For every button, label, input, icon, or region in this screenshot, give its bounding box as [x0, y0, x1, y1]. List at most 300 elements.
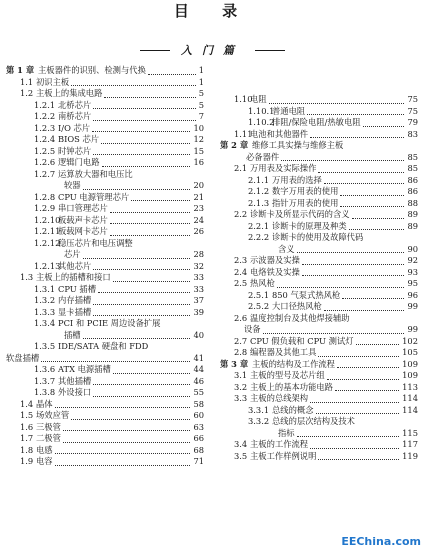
- toc-entry: [220, 313, 418, 325]
- toc-entry-page: 39: [193, 306, 204, 317]
- toc-entry: [6, 203, 204, 215]
- toc-leader-dots: [277, 287, 404, 288]
- toc-entry-title: 主板器件的识别、检测与代换: [38, 65, 146, 75]
- toc-entry-page: 114: [402, 393, 418, 403]
- toc-entry-page: 86: [407, 186, 418, 196]
- toc-entry: [6, 123, 204, 135]
- toc-entry: [6, 169, 204, 181]
- toc-entry-title: 主板的总线架构: [250, 393, 309, 403]
- toc-entry-page: 24: [193, 214, 204, 225]
- toc-entry-page: 16: [193, 157, 204, 167]
- toc-entry-title: 总线的概念: [272, 404, 314, 415]
- toc-entry-title: 主板上的集成电路: [36, 88, 103, 98]
- toc-entry-page: 66: [193, 433, 204, 443]
- toc-leader-dots: [269, 103, 404, 104]
- toc-entry-page: 115: [402, 427, 418, 438]
- toc-entry-number: 1.2.2: [34, 111, 56, 121]
- toc-entry: [6, 353, 204, 365]
- page-title: 目 录: [173, 2, 252, 20]
- toc-entry: [6, 192, 204, 204]
- toc-entry-title: 大口径热风枪: [272, 301, 322, 311]
- toc-entry-title: 编程器及其他工具: [250, 347, 317, 357]
- toc-entry-number: 1.2.10: [34, 214, 61, 225]
- toc-entry-title: 万用表及实际操作: [250, 163, 317, 173]
- part-rule-right: [255, 50, 285, 51]
- toc-entry-number: 2.5: [234, 278, 248, 288]
- toc-leader-dots: [83, 189, 190, 190]
- toc-entry-title: 插槽: [64, 329, 81, 340]
- toc-entry-title: 板载网卡芯片: [58, 226, 108, 236]
- toc-left-column: [6, 65, 204, 468]
- toc-entry: [6, 238, 204, 250]
- toc-entry: [6, 284, 204, 296]
- toc-entry: [220, 140, 418, 152]
- toc-entry-number: 1.2.8: [34, 191, 56, 202]
- toc-leader-dots: [318, 356, 399, 357]
- toc-entry-page: 105: [402, 347, 418, 357]
- toc-entry-number: 1.10.2: [248, 117, 275, 127]
- toc-entry-page: 85: [407, 163, 418, 173]
- toc-leader-dots: [302, 264, 404, 265]
- toc-entry-page: 71: [193, 456, 204, 466]
- toc-leader-dots: [363, 126, 404, 127]
- toc-entry-number: 1.10: [234, 94, 253, 104]
- toc-entry-page: 5: [198, 99, 204, 110]
- toc-entry: [220, 370, 418, 382]
- toc-entry-title: 指针万用表的使用: [272, 197, 339, 208]
- toc-entry-page: 32: [193, 260, 204, 271]
- toc-entry-number: 3.3: [234, 393, 248, 403]
- toc-entry-title: 维修工具实操与维修主板: [252, 140, 344, 150]
- toc-entry-title: I/O 芯片: [58, 122, 91, 133]
- watermark-logo: EEChina.com: [341, 535, 421, 548]
- toc-leader-dots: [302, 275, 404, 276]
- toc-entry-number: 1.2.1: [34, 99, 56, 110]
- toc-entry: [6, 364, 204, 376]
- toc-entry-title: 初识主板: [36, 76, 70, 87]
- toc-leader-dots: [98, 292, 190, 293]
- toc-entry-number: 2.1.3: [248, 197, 270, 208]
- toc-entry-number: 第 2 章: [220, 140, 249, 150]
- toc-leader-dots: [318, 172, 404, 173]
- toc-entry-number: 3.5: [234, 450, 248, 461]
- toc-entry-title: 温度控制台及其他焊接辅助: [250, 312, 350, 323]
- toc-entry: [220, 451, 418, 463]
- toc-entry-title: 其他芯片: [58, 260, 92, 271]
- toc-entry-number: 2.4: [234, 266, 248, 277]
- toc-leader-dots: [104, 97, 196, 98]
- toc-leader-dots: [310, 448, 399, 449]
- toc-entry-number: 2.7: [234, 335, 248, 346]
- toc-entry: [6, 376, 204, 388]
- toc-leader-dots: [93, 108, 196, 109]
- toc-entry-number: 2.1.1: [248, 174, 270, 185]
- toc-leader-dots: [92, 131, 190, 132]
- toc-entry: [6, 226, 204, 238]
- toc-leader-dots: [110, 223, 190, 224]
- toc-entry-number: 1.3.1: [34, 283, 56, 294]
- toc-entry-page: 86: [407, 174, 418, 185]
- toc-entry-title: 南桥芯片: [58, 111, 92, 121]
- toc-entry: [220, 301, 418, 313]
- toc-entry-title: 电烙铁及实操: [250, 266, 300, 277]
- toc-entry: [6, 318, 204, 330]
- toc-leader-dots: [297, 436, 399, 437]
- toc-entry-number: 1.9: [20, 456, 34, 466]
- toc-entry-page: 58: [193, 398, 204, 409]
- toc-entry-number: 1.2.13: [34, 260, 61, 271]
- toc-entry-number: 1.3.3: [34, 306, 56, 317]
- toc-entry: [6, 111, 204, 123]
- toc-entry-title: 外设接口: [58, 387, 92, 397]
- toc-entry-number: 1.7: [20, 433, 34, 443]
- toc-entry-page: 55: [193, 387, 204, 397]
- toc-entry-number: 1.3.5: [34, 341, 56, 351]
- toc-leader-dots: [93, 304, 190, 305]
- toc-entry-title: 主板的结构及工作流程: [252, 358, 335, 369]
- toc-entry: [220, 106, 418, 118]
- toc-entry-page: 89: [407, 209, 418, 219]
- toc-leader-dots: [93, 315, 190, 316]
- toc-leader-dots: [337, 367, 399, 368]
- toc-entry-title: 较器: [64, 180, 81, 190]
- toc-leader-dots: [307, 114, 404, 115]
- toc-entry-number: 1.11: [234, 128, 253, 139]
- toc-entry-number: 2.5.2: [248, 301, 270, 311]
- toc-entry: [220, 359, 418, 371]
- toc-entry-number: 3.4: [234, 439, 248, 449]
- toc-entry-title: 排阻/保险电阻/热敏电阻: [272, 117, 361, 127]
- toc-entry-number: 1.2.9: [34, 203, 56, 213]
- toc-leader-dots: [281, 160, 404, 161]
- toc-entry-number: 1.3.4: [34, 318, 56, 328]
- toc-entry-page: 44: [193, 364, 204, 374]
- toc-entry-number: 1.2.3: [34, 122, 56, 133]
- toc-entry-title: 诊断卡及所显示代码的含义: [250, 209, 350, 219]
- toc-entry-number: 2.2.1: [248, 220, 270, 231]
- toc-entry: [6, 387, 204, 399]
- toc-leader-dots: [110, 212, 190, 213]
- toc-entry-number: 3.2: [234, 381, 248, 392]
- toc-entry-title: 二极管: [36, 433, 61, 443]
- toc-entry-number: 2.6: [234, 312, 248, 323]
- toc-leader-dots: [297, 252, 404, 253]
- toc-entry: [6, 399, 204, 411]
- toc-entry-title: 显卡插槽: [58, 306, 92, 317]
- toc-entry-page: 33: [193, 283, 204, 294]
- toc-leader-dots: [83, 338, 190, 339]
- toc-entry-title: 诊断卡的使用及故障代码: [272, 232, 364, 242]
- toc-entry: [220, 336, 418, 348]
- toc-entry: [6, 456, 204, 468]
- toc-entry-page: 92: [407, 255, 418, 265]
- toc-entry-page: 23: [193, 203, 204, 213]
- toc-entry: [220, 186, 418, 198]
- toc-leader-dots: [352, 218, 404, 219]
- toc-entry: [6, 261, 204, 273]
- toc-entry-title: 主板的型号及芯片组: [250, 370, 325, 380]
- toc-entry-page: 28: [193, 249, 204, 259]
- toc-entry-title: 其他插槽: [58, 375, 92, 386]
- toc-entry-number: 2.2: [234, 209, 248, 219]
- toc-entry-page: 75: [407, 105, 418, 116]
- toc-entry: [6, 65, 204, 77]
- toc-entry-number: 第 3 章: [220, 358, 249, 369]
- toc-leader-dots: [93, 154, 190, 155]
- toc-entry-page: 117: [402, 439, 418, 449]
- toc-entry-number: 1.3.8: [34, 387, 56, 397]
- toc-entry: [6, 157, 204, 169]
- toc-entry: [6, 77, 204, 89]
- toc-leader-dots: [310, 402, 399, 403]
- toc-entry-page: 26: [193, 226, 204, 236]
- toc-entry-title: ATX 电源插槽: [58, 364, 111, 374]
- toc-entry-page: 10: [193, 122, 204, 133]
- toc-entry: [220, 290, 418, 302]
- toc-leader-dots: [83, 258, 190, 259]
- toc-entry: [6, 88, 204, 100]
- toc-leader-dots: [148, 74, 196, 75]
- toc-entry-title: 必备器件: [246, 151, 280, 162]
- toc-entry-title: 晶体: [36, 398, 53, 409]
- toc-entry-page: 5: [198, 88, 204, 98]
- toc-entry-page: 12: [193, 134, 204, 144]
- toc-entry: [220, 198, 418, 210]
- toc-entry: [220, 382, 418, 394]
- toc-entry-title: 850 气泵式热风枪: [272, 289, 341, 300]
- toc-entry: [6, 341, 204, 353]
- toc-entry-number: 2.8: [234, 347, 248, 357]
- toc-leader-dots: [93, 384, 190, 385]
- toc-entry-title: 主板的工作流程: [250, 439, 309, 449]
- toc-entry-page: 96: [407, 289, 418, 300]
- toc-leader-dots: [342, 298, 404, 299]
- toc-entry-page: 83: [407, 128, 418, 139]
- toc-entry-title: 主板上的插槽和接口: [36, 272, 111, 282]
- toc-entry-title: 设备: [244, 324, 261, 334]
- toc-entry-number: 1.10.1: [248, 105, 275, 116]
- toc-entry-page: 60: [193, 410, 204, 420]
- toc-entry: [220, 278, 418, 290]
- toc-entry-title: 指标: [278, 427, 295, 438]
- toc-leader-dots: [310, 137, 404, 138]
- toc-leader-dots: [101, 143, 190, 144]
- toc-entry-page: 99: [407, 301, 418, 311]
- toc-leader-dots: [113, 281, 190, 282]
- toc-entry: [220, 416, 418, 428]
- toc-entry-page: 90: [407, 243, 418, 254]
- toc-entry-number: 1.8: [20, 444, 34, 455]
- toc-entry-title: 主板上的基本功能电路: [250, 381, 333, 392]
- toc-entry-number: 1.3: [20, 272, 34, 282]
- toc-entry-page: 85: [407, 151, 418, 162]
- toc-entry-page: 89: [407, 220, 418, 231]
- toc-leader-dots: [263, 333, 404, 334]
- toc-entry-page: 20: [193, 180, 204, 190]
- toc-entry: [220, 209, 418, 221]
- toc-leader-dots: [93, 120, 196, 121]
- toc-entry-title: 北桥芯片: [58, 99, 92, 110]
- toc-entry: [6, 330, 204, 342]
- part-title: 入门篇: [181, 44, 244, 57]
- toc-entry: [6, 272, 204, 284]
- toc-entry-number: 第 1 章: [6, 65, 35, 75]
- toc-entry-number: 1.3.2: [34, 295, 56, 305]
- toc-entry-number: 1.2.7: [34, 168, 56, 179]
- toc-entry-page: 113: [402, 381, 418, 392]
- toc-entry: [6, 433, 204, 445]
- toc-entry: [220, 244, 418, 256]
- toc-entry-page: 95: [407, 278, 418, 288]
- toc-leader-dots: [102, 166, 190, 167]
- toc-entry-page: 68: [193, 444, 204, 455]
- toc-entry-number: 2.3: [234, 255, 248, 265]
- toc-leader-dots: [41, 361, 190, 362]
- toc-entry-title: 电池和其他器件: [250, 128, 309, 139]
- toc-entry-title: 串口管理芯片: [58, 203, 108, 213]
- toc-entry: [6, 134, 204, 146]
- toc-entry-title: BIOS 芯片: [58, 134, 100, 144]
- toc-entry-page: 37: [193, 295, 204, 305]
- toc-entry: [220, 255, 418, 267]
- toc-entry-title: 场效应管: [36, 410, 70, 420]
- toc-entry: [220, 94, 418, 106]
- toc-entry-title: 热风枪: [250, 278, 275, 288]
- toc-entry: [6, 215, 204, 227]
- toc-leader-dots: [324, 183, 404, 184]
- toc-entry-page: 46: [193, 375, 204, 386]
- toc-entry-title: 运算放大器和电压比: [58, 168, 133, 179]
- toc-entry: [220, 324, 418, 336]
- toc-entry-number: 1.5: [20, 410, 34, 420]
- toc-entry: [220, 129, 418, 141]
- toc-entry-number: 2.2.2: [248, 232, 270, 242]
- toc-entry-number: 1.3.7: [34, 375, 56, 386]
- toc-entry-title: CPU 假负载和 CPU 测试灯: [250, 335, 354, 346]
- toc-entry-number: 1.2.6: [34, 157, 56, 167]
- toc-entry: [220, 393, 418, 405]
- toc-entry-number: 3.3.1: [248, 404, 270, 415]
- toc-entry-page: 102: [402, 335, 418, 346]
- toc-entry: [220, 267, 418, 279]
- toc-leader-dots: [55, 465, 190, 466]
- toc-entry-title: 内存插槽: [58, 295, 92, 305]
- toc-entry-number: 2.1.2: [248, 186, 270, 196]
- toc-entry: [220, 232, 418, 244]
- toc-entry: [6, 295, 204, 307]
- toc-entry-number: 1.1: [20, 76, 34, 87]
- toc-leader-dots: [316, 413, 399, 414]
- toc-leader-dots: [55, 453, 190, 454]
- toc-entry: [220, 405, 418, 417]
- toc-entry-title: 逻辑门电路: [58, 157, 100, 167]
- toc-entry-title: 普通电阻: [272, 105, 306, 116]
- toc-entry-number: 1.2.4: [34, 134, 56, 144]
- toc-entry: [220, 152, 418, 164]
- toc-entry-page: 99: [407, 324, 418, 334]
- toc-entry-title: 芯片: [64, 249, 81, 259]
- toc-entry-title: PCI 和 PCIE 周边设备扩展: [58, 318, 161, 328]
- toc-entry-title: 电阻: [250, 94, 267, 104]
- toc-entry-number: 1.2.5: [34, 145, 56, 156]
- toc-entry-title: 主板工作样例说明: [250, 450, 317, 461]
- toc-entry-number: 1.2: [20, 88, 34, 98]
- toc-entry: [6, 445, 204, 457]
- toc-leader-dots: [349, 229, 404, 230]
- toc-entry-title: 总线的层次结构及技术: [272, 416, 355, 426]
- toc-entry-page: 7: [198, 111, 204, 121]
- toc-entry-page: 21: [193, 191, 204, 202]
- toc-leader-dots: [340, 195, 404, 196]
- toc-leader-dots: [93, 396, 190, 397]
- toc-entry-title: 数字万用表的使用: [272, 186, 339, 196]
- toc-entry-number: 3.1: [234, 370, 248, 380]
- toc-entry: [220, 175, 418, 187]
- toc-right-column: [220, 94, 418, 462]
- toc-entry: [6, 249, 204, 261]
- toc-entry: [220, 117, 418, 129]
- toc-entry: [220, 347, 418, 359]
- toc-entry-page: 88: [407, 197, 418, 208]
- toc-entry-page: 75: [407, 94, 418, 104]
- toc-entry-title: 示波器及实操: [250, 255, 300, 265]
- toc-entry-number: 2.1: [234, 163, 248, 173]
- toc-leader-dots: [356, 344, 399, 345]
- toc-entry-number: 1.2.12: [34, 237, 61, 248]
- toc-entry-page: 15: [193, 145, 204, 156]
- toc-entry: [6, 422, 204, 434]
- toc-entry: [6, 410, 204, 422]
- toc-entry-title: CPU 电源管理芯片: [58, 191, 130, 202]
- toc-entry-number: 1.4: [20, 398, 34, 409]
- toc-entry-title: 时钟芯片: [58, 145, 92, 156]
- toc-entry-title: 三极管: [36, 421, 61, 432]
- toc-entry: [6, 100, 204, 112]
- toc-entry-title: 含义: [278, 243, 295, 254]
- toc-leader-dots: [113, 373, 190, 374]
- toc-entry: [6, 307, 204, 319]
- toc-entry-title: 软盘插槽: [6, 352, 40, 363]
- toc-entry: [6, 180, 204, 192]
- toc-leader-dots: [71, 419, 190, 420]
- toc-entry-title: 电容: [36, 456, 53, 466]
- toc-entry-number: 1.2.11: [34, 226, 61, 236]
- toc-entry-page: 63: [193, 421, 204, 432]
- toc-entry-title: 诊断卡的原理及种类: [272, 220, 347, 231]
- toc-entry-title: 电感: [36, 444, 53, 455]
- toc-entry-title: 稳压芯片和电压调整: [58, 237, 133, 248]
- toc-entry-title: IDE/SATA 硬盘和 FDD: [58, 341, 149, 351]
- toc-leader-dots: [71, 85, 196, 86]
- toc-entry-page: 1: [198, 65, 204, 75]
- toc-entry-page: 1: [198, 76, 204, 87]
- toc-entry-page: 79: [407, 117, 418, 127]
- toc-leader-dots: [63, 442, 190, 443]
- toc-entry-page: 119: [402, 450, 418, 461]
- toc-entry: [220, 221, 418, 233]
- toc-leader-dots: [55, 407, 190, 408]
- toc-leader-dots: [327, 379, 399, 380]
- toc-leader-dots: [110, 235, 190, 236]
- toc-leader-dots: [318, 459, 399, 460]
- toc-entry: [220, 428, 418, 440]
- toc-entry-title: 万用表的选择: [272, 174, 322, 185]
- toc-entry-page: 93: [407, 266, 418, 277]
- toc-leader-dots: [335, 390, 399, 391]
- toc-entry-page: 41: [193, 352, 204, 363]
- toc-entry-page: 109: [402, 358, 418, 369]
- toc-leader-dots: [324, 310, 404, 311]
